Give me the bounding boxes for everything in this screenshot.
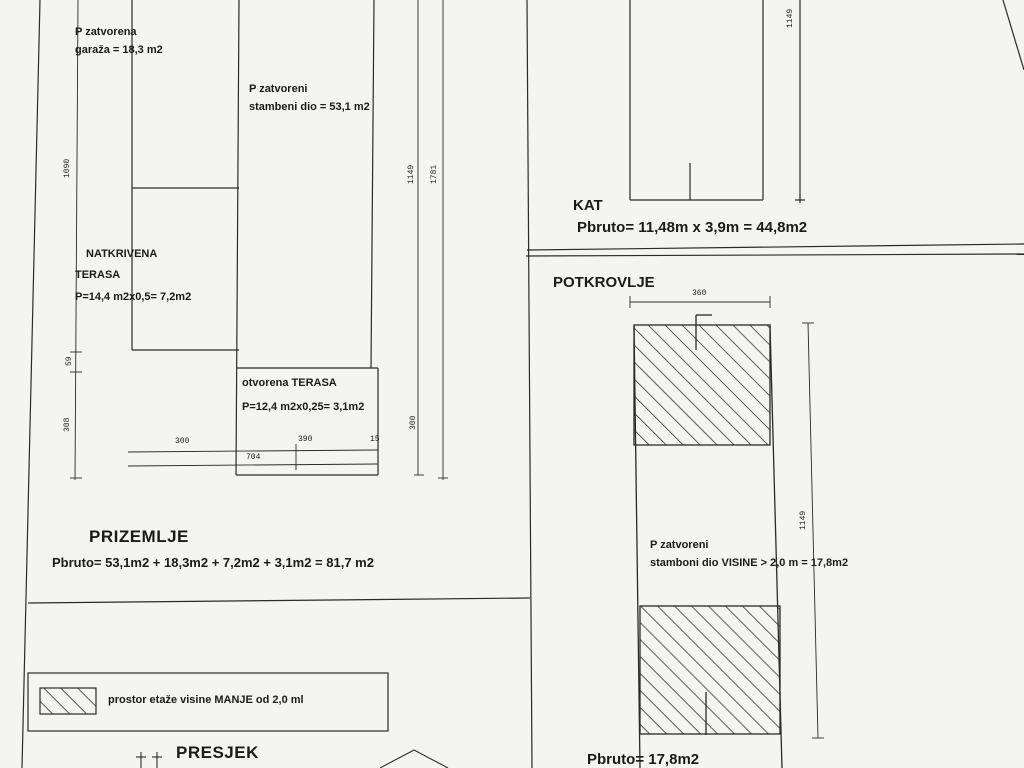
dim-15: 15	[370, 435, 380, 444]
section-heading: PRESJEK	[176, 743, 259, 762]
upper-floor-heading: KAT	[573, 197, 603, 214]
dim-1781: 1781	[430, 164, 439, 184]
upper-floor-plan	[630, 0, 805, 203]
dim-704: 704	[246, 453, 261, 462]
dim-390: 390	[298, 435, 313, 444]
attic-dim-360: 360	[692, 289, 707, 298]
upper-floor-total: Pbruto= 11,48m x 3,9m = 44,8m2	[577, 219, 808, 236]
ground-floor-total: Pbruto= 53,1m2 + 18,3m2 + 7,2m2 + 3,1m2 = 81,7 m2	[52, 555, 374, 570]
attic-heading: POTKROVLJE	[553, 274, 655, 291]
legend-text: prostor etaže visine MANJE od 2,0 ml	[108, 694, 304, 706]
sheet-frame	[22, 0, 1024, 768]
attic-label-line2: stamboni dio VISINE > 2,0 m = 17,8m2	[650, 557, 849, 569]
living-area-label-line1: P zatvoreni	[249, 83, 308, 95]
attic-total: Pbruto= 17,8m2	[587, 751, 700, 768]
living-area-label-line2: stambeni dio = 53,1 m2	[249, 101, 370, 113]
covered-terrace-label-line2: TERASA	[75, 269, 121, 281]
dim-1149-ground: 1149	[407, 164, 416, 184]
dim-300-vertical: 300	[409, 415, 418, 430]
garage-label-line1: P zatvorena	[75, 26, 137, 38]
dim-308: 308	[63, 417, 72, 432]
garage-label-line2: garaža = 18,3 m2	[75, 44, 163, 56]
open-terrace-area: P=12,4 m2x0,25= 3,1m2	[242, 401, 365, 413]
dim-300: 300	[175, 437, 190, 446]
ground-floor-heading: PRIZEMLJE	[89, 527, 189, 546]
covered-terrace-label-line1: NATKRIVENA	[86, 248, 158, 260]
open-terrace-label: otvorena TERASA	[242, 377, 337, 389]
attic-label-line1: P zatvoreni	[650, 539, 709, 551]
covered-terrace-area: P=14,4 m2x0,5= 7,2m2	[75, 291, 192, 303]
dim-1090: 1090	[63, 158, 72, 178]
upper-floor-dim-1149: 1149	[786, 8, 795, 28]
dim-59: 59	[65, 356, 74, 366]
attic-dim-1149: 1149	[799, 510, 808, 530]
